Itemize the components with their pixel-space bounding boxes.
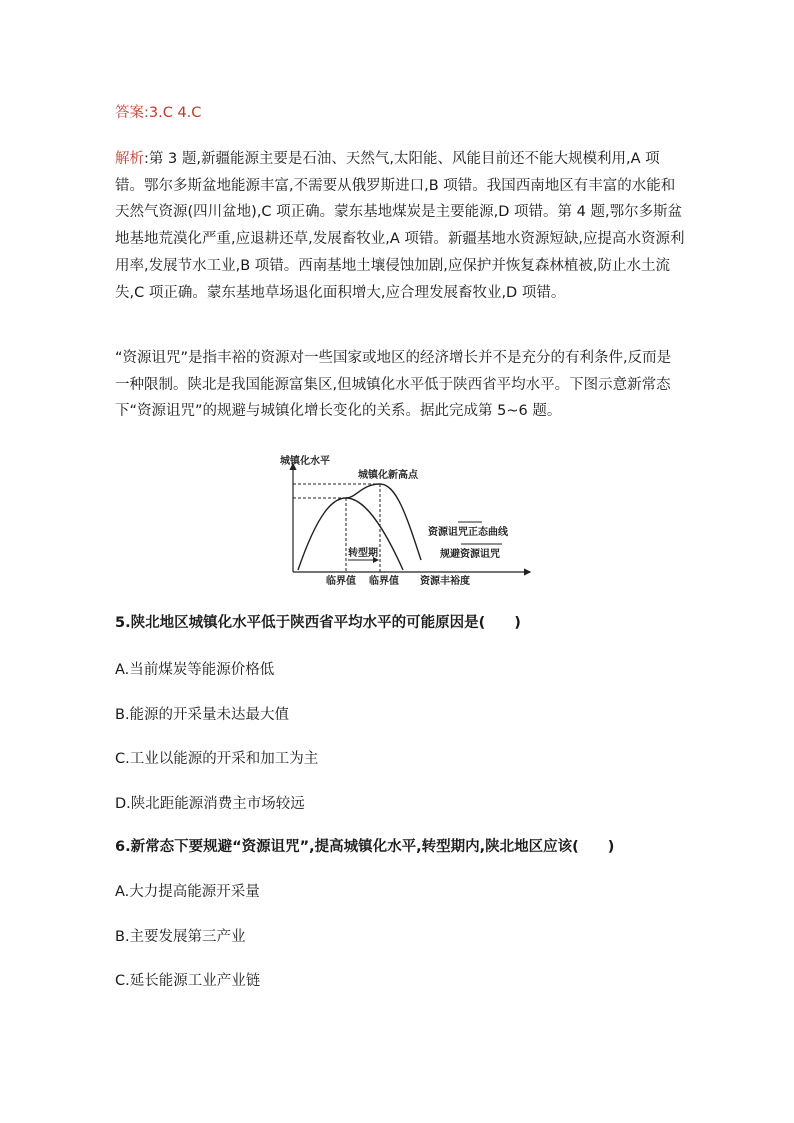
- q6-option-c: C.延长能源工业产业链: [115, 973, 261, 989]
- x-tick-2: 临界值: [369, 576, 399, 587]
- q5-option-d: D.陕北距能源消费主市场较远: [115, 796, 305, 812]
- q6-option-a: A.大力提高能源开采量: [115, 884, 260, 900]
- period-label: 转型期: [348, 548, 378, 559]
- answer-text: :3.C 4.C: [144, 105, 202, 121]
- curve1-label: 资源诅咒正态曲线: [428, 527, 508, 538]
- analysis-label: 解析: [115, 151, 144, 167]
- x-tick-1: 临界值: [326, 576, 356, 587]
- q5-option-c: C.工业以能源的开采和加工为主: [115, 751, 319, 767]
- curve2-label: 规避资源诅咒: [440, 549, 500, 560]
- answer-label: 答案: [115, 105, 144, 121]
- urbanization-figure: [268, 452, 538, 592]
- intro-paragraph: “资源诅咒”是指丰裕的资源对一些国家或地区的经济增长并不是充分的有利条件,反而是一种限制。陕北是我国能源富集区,但城镇化水平低于陕西省平均水平。下图示意新常态下“资源诅咒”的规避与城镇化增长变化的关系。据此完成第 5~6 题。: [115, 350, 672, 420]
- q6-option-b: B.主要发展第三产业: [115, 929, 246, 945]
- question-6-stem: 6.新常态下要规避“资源诅咒”,提高城镇化水平,转型期内,陕北地区应该( ): [115, 839, 615, 855]
- peak-label: 城镇化新高点: [358, 470, 418, 481]
- analysis-text: :第 3 题,新疆能源主要是石油、天然气,太阳能、风能目前还不能大规模利用,A 项错。鄂尔多斯盆地能源丰富,不需要从俄罗斯进口,B 项错。我国西南地区有丰富的水能和天然气资源(四川盆地),C 项正确。蒙东基地煤炭是主要能源,D 项错。第 4 题,鄂尔多斯盆地基地荒漠化严重,应退耕还草,发展畜牧业,A 项错。新疆基地水资源短缺,应提高水资源利用率,发展节水工业,B 项错。西南基地土壤侵蚀加剧,应保护并恢复森林植被,防止水土流失,C 项正确。蒙东基地草场退化面积增大,应合理发展畜牧业,D 项错。: [115, 151, 685, 301]
- question-5-stem: 5.陕北地区城镇化水平低于陕西省平均水平的可能原因是( ): [115, 615, 521, 631]
- resource-curse-curve: [298, 498, 403, 570]
- answer-line: [115, 100, 685, 127]
- analysis-paragraph: [115, 146, 685, 306]
- y-axis-label: 城镇化水平: [280, 456, 330, 467]
- q5-option-a: A.当前煤炭等能源价格低: [115, 662, 275, 678]
- q5-option-b: B.能源的开采量未达最大值: [115, 707, 290, 723]
- x-axis-label: 资源丰裕度: [420, 576, 470, 587]
